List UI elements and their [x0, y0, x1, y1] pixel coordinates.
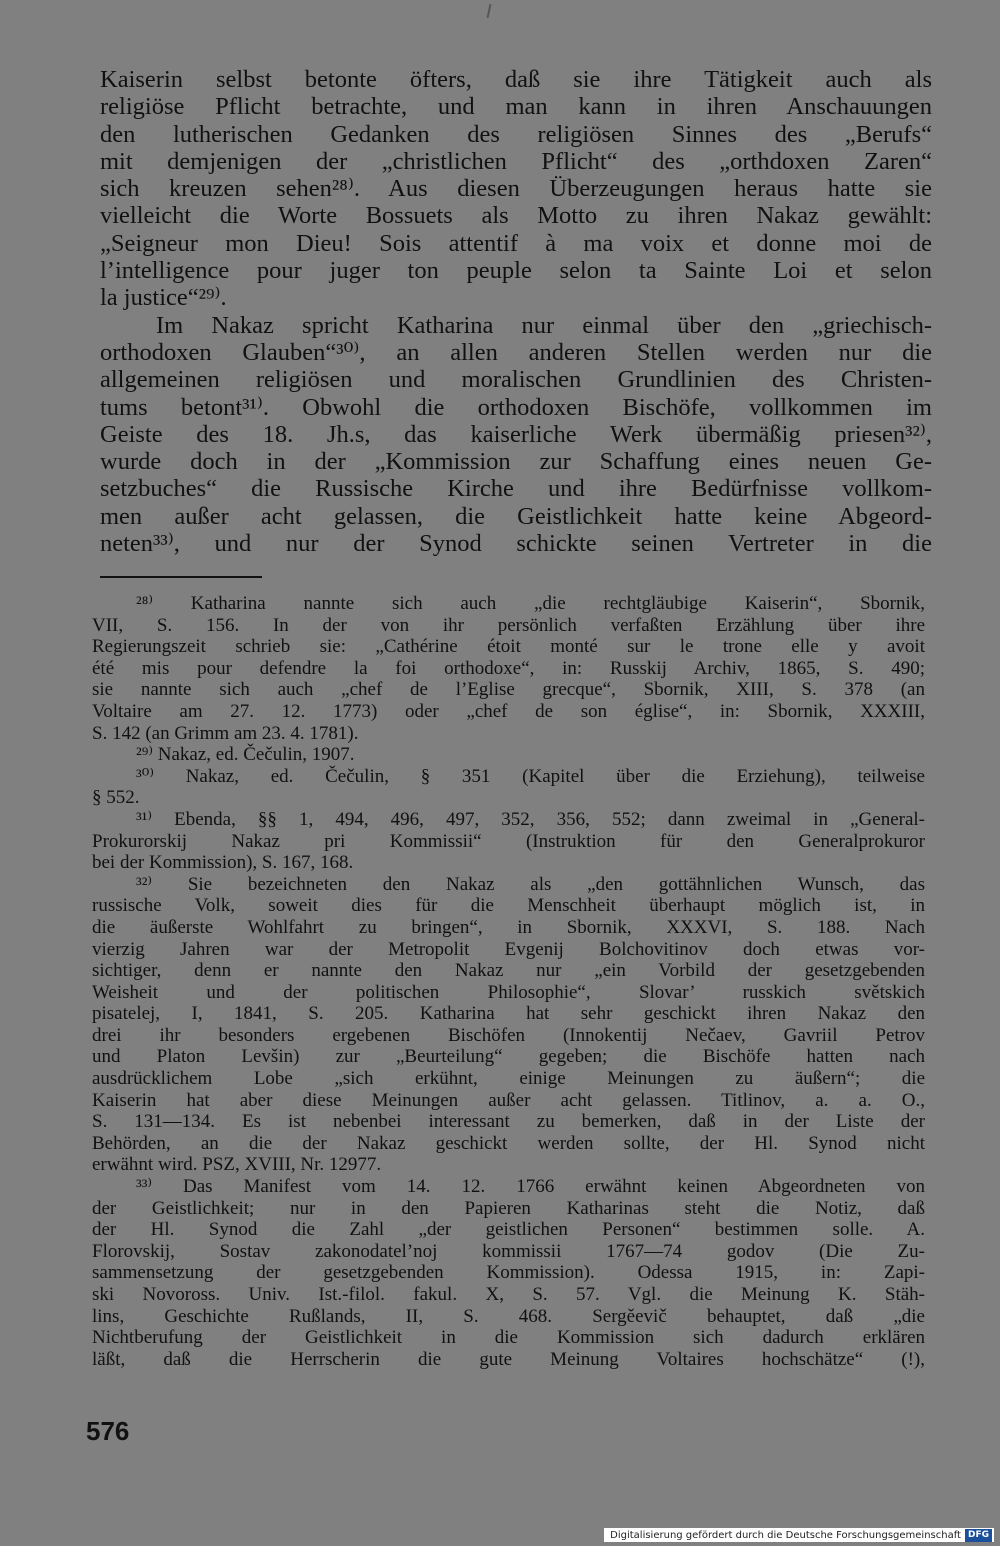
footnote-line: der Hl. Synod die Zahl „der geistlichen Personen“ bestimmen solle. A.	[92, 1219, 925, 1241]
footnote-line: § 552.	[92, 787, 140, 809]
footnote-line: läßt, daß die Herrscherin die gute Meinung Voltaires hochschätze“ (!),	[92, 1348, 925, 1370]
footnote-line: die äußerste Wohlfahrt zu bringen“, in Sbornik, XXXVI, S. 188. Nach	[92, 916, 925, 938]
footnote-line: bei der Kommission), S. 167, 168.	[92, 852, 354, 874]
text-line: Im Nakaz spricht Katharina nur einmal über den „griechisch-	[156, 311, 932, 339]
scan-mark	[487, 4, 492, 18]
footnote-line: S. 142 (an Grimm am 23. 4. 1781).	[92, 722, 359, 744]
text-line: religiöse Pflicht betrachte, und man kann in ihren Anschauungen	[100, 93, 932, 121]
text-line: men außer acht gelassen, die Geistlichkeit hatte keine Abgeord-	[100, 502, 932, 530]
footnote-line: Regierungszeit schrieb sie: „Cathérine étoit monté sur le trone elle y avoit	[92, 636, 925, 658]
footnote-line: erwähnt wird. PSZ, XVIII, Nr. 12977.	[92, 1154, 382, 1176]
footnote-line: Weisheit und der politischen Philosophie“, Slovar’ russkich světskich	[92, 981, 925, 1003]
footnote-line: Voltaire am 27. 12. 1773) oder „chef de son église“, in: Sbornik, XXXIII,	[92, 700, 925, 722]
footnote-line: ³²⁾ Sie bezeichneten den Nakaz als „den gottähnlichen Wunsch, das	[136, 873, 925, 895]
text-line: setzbuches“ die Russische Kirche und ihre Bedürfnisse vollkom-	[100, 475, 932, 503]
dfg-credit-bar	[604, 1528, 994, 1542]
footnote-line: Behörden, an die der Nakaz geschickt werden sollte, der Hl. Synod nicht	[92, 1132, 925, 1154]
footnotes	[92, 593, 925, 1370]
text-line: Kaiserin selbst betonte öfters, daß sie ihre Tätigkeit auch als	[100, 66, 932, 93]
footnote-line: S. 131—134. Es ist nebenbei interessant zu bemerken, daß in der Liste der	[92, 1111, 925, 1133]
footnote-line: der Geistlichkeit; nur in den Papieren Katharinas steht die Notiz, daß	[92, 1197, 925, 1219]
footnote-line: Kaiserin hat aber diese Meinungen außer acht gelassen. Titlinov, a. a. O.,	[92, 1089, 925, 1111]
main-text	[100, 66, 932, 557]
footnote-line: ²⁸⁾ Katharina nannte sich auch „die rechtgläubige Kaiserin“, Sbornik,	[136, 593, 925, 614]
text-line: allgemeinen religiösen und moralischen Grundlinien des Christen-	[100, 366, 932, 394]
footnote-line: ²⁹⁾ Nakaz, ed. Čečulin, 1907.	[136, 744, 355, 766]
text-line: la justice“²⁹⁾.	[100, 284, 227, 312]
text-line: tums betont³¹⁾. Obwohl die orthodoxen Bischöfe, vollkommen im	[100, 393, 932, 421]
footnote-line: Florovskij, Sostav zakonodatel’noj kommissii 1767—74 godov (Die Zu-	[92, 1240, 925, 1262]
footnote-line: été mis pour defendre la foi orthodoxe“, in: Russkij Archiv, 1865, S. 490;	[92, 657, 925, 679]
text-line: vielleicht die Worte Bossuets als Motto zu ihren Nakaz gewählt:	[100, 202, 932, 230]
text-line: orthodoxen Glauben“³⁰⁾, an allen anderen Stellen werden nur die	[100, 338, 932, 366]
footnote-line: ³⁰⁾ Nakaz, ed. Čečulin, § 351 (Kapitel über die Erziehung), teilweise	[136, 765, 925, 787]
text-line: „Seigneur mon Dieu! Sois attentif à ma voix et donne moi de	[100, 229, 932, 257]
text-line: wurde doch in der „Kommission zur Schaffung eines neuen Ge-	[100, 448, 932, 476]
footnote-line: ausdrücklichem Lobe „sich erkühnt, einige Meinungen zu äußern“; die	[92, 1068, 925, 1090]
footnote-line: vierzig Jahren war der Metropolit Evgenij Bolchovitinov doch etwas vor-	[92, 938, 925, 960]
text-line: mit demjenigen der „christlichen Pflicht“ des „orthdoxen Zaren“	[100, 147, 932, 175]
dfg-credit-text: Digitalisierung gefördert durch die Deutsche Forschungsgemeinschaft	[610, 1529, 961, 1541]
text-line: Geiste des 18. Jh.s, das kaiserliche Werk übermäßig priesen³²⁾,	[100, 420, 932, 448]
footnote-line: ³³⁾ Das Manifest vom 14. 12. 1766 erwähnt keinen Abgeordneten von	[136, 1176, 925, 1198]
footnote-line: sie nannte sich auch „chef de l’Eglise grecque“, Sbornik, XIII, S. 378 (an	[92, 679, 925, 701]
footnote-line: pisatelej, I, 1841, S. 205. Katharina hat sehr geschickt ihren Nakaz den	[92, 1003, 925, 1025]
text-line: sich kreuzen sehen²⁸⁾. Aus diesen Überzeugungen heraus hatte sie	[100, 175, 932, 203]
footnote-line: Prokurorskij Nakaz pri Kommissii“ (Instruktion für den Generalprokuror	[92, 830, 925, 852]
footnote-line: sammensetzung der gesetzgebenden Kommission). Odessa 1915, in: Zapi-	[92, 1262, 925, 1284]
footnote-line: VII, S. 156. In der von ihr persönlich verfaßten Erzählung über ihre	[92, 614, 925, 636]
text-line: den lutherischen Gedanken des religiösen Sinnes des „Berufs“	[100, 120, 932, 148]
footnote-separator	[100, 576, 262, 578]
footnote-line: russische Volk, soweit dies für die Menschheit überhaupt möglich ist, in	[92, 895, 925, 917]
footnote-line: Nichtberufung der Geistlichkeit in die Kommission sich dadurch erklären	[92, 1327, 925, 1349]
footnote-line: sichtiger, denn er nannte den Nakaz nur „ein Vorbild der gesetzgebenden	[92, 960, 925, 982]
text-line: neten³³⁾, und nur der Synod schickte seinen Vertreter in die	[100, 530, 932, 558]
footnote-line: ³¹⁾ Ebenda, §§ 1, 494, 496, 497, 352, 356, 552; dann zweimal in „General-	[136, 808, 925, 830]
footnote-line: lins, Geschichte Rußlands, II, S. 468. Sergěevič behauptet, daß „die	[92, 1305, 925, 1327]
footnote-line: drei ihr besonders ergebenen Bischöfen (Innokentij Nečaev, Gavriil Petrov	[92, 1024, 925, 1046]
footnote-line: und Platon Levšin) zur „Beurteilung“ gegeben; die Bischöfe hatten nach	[92, 1046, 925, 1068]
page-number: 576	[86, 1416, 130, 1446]
dfg-logo: DFG	[965, 1529, 992, 1542]
text-line: l’intelligence pour juger ton peuple selon ta Sainte Loi et selon	[100, 257, 932, 285]
footnote-line: ski Novoross. Univ. Ist.-filol. fakul. X, S. 57. Vgl. die Meinung K. Stäh-	[92, 1284, 925, 1305]
